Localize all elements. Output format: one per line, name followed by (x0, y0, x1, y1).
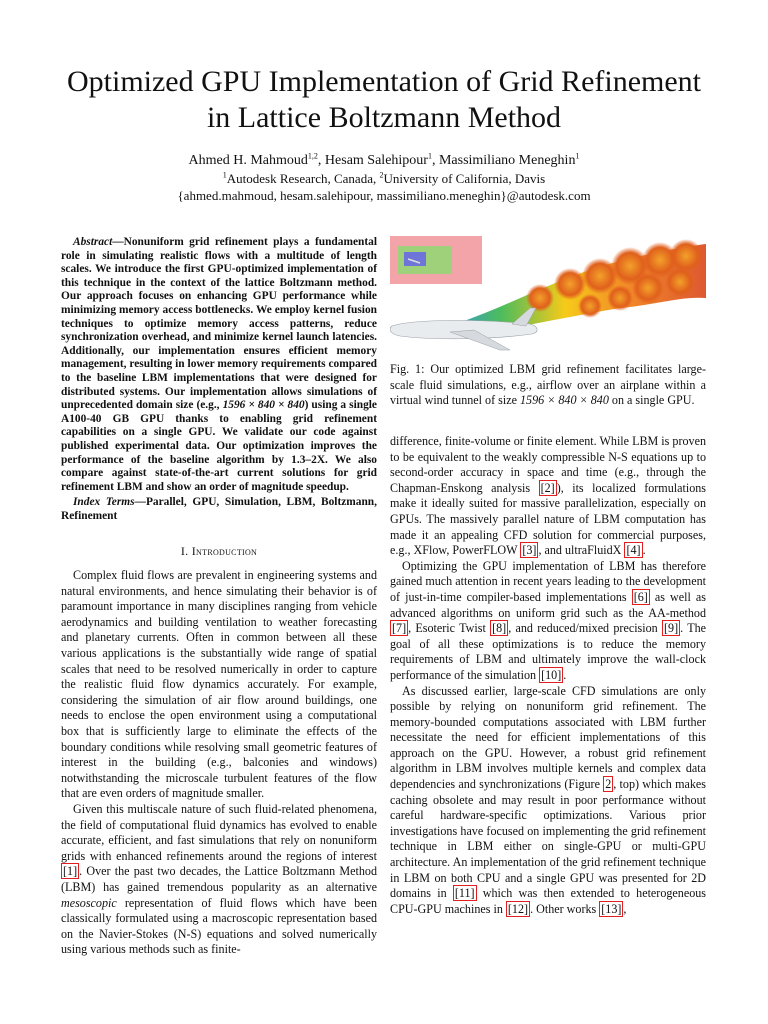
figure-2-link[interactable]: 2 (605, 777, 612, 792)
citation-12[interactable]: [12] (507, 901, 529, 916)
left-column (61, 236, 377, 958)
intro-p2-text-c: representation of fluid flows which have been classically formulated using a macroscopic representation based on the Navier-Stokes (N-S) equations and solved numerically using various methods such as finite- (61, 895, 377, 957)
intro-paragraph-1: Complex fluid flows are prevalent in engineering systems and natural environments, and hence simulating their behavior is of paramount importance in many disciplines ranging from vehicle aerodynamics and building ventilation to weather forecasting and planetary currents. Often in common between all these various applications is the substantially wide range of spatial scales that need to be resolved numerically in order to capture the realistic fluid flow dynamics accurately. For example, considering the simulation of air flow around buildings, one needs to enclose the open environment using a computational box that is sufficiently large to eliminate the effects of the boundary conditions while resolving small geometric features of interest in the building (e.g., balconies and windows) notwithstanding the microscale turbulent features of the flow that are even orders of magnitude smaller. (61, 568, 377, 801)
right-paragraph-3 (390, 684, 706, 918)
affil-1-mark: 1 (222, 170, 227, 180)
intro-paragraph-2 (61, 802, 377, 958)
right-column (390, 434, 706, 917)
abstract-text-2: ) using a single A100-40 GB GPU thanks to enabling grid refinement capabilities on a single GPU. We validate our code against published experimental data. Our optimization improves the performance of the baseline algorithm by 1.3–2X. We also compare against state-of-the-art current solutions for grid refinement LBM and show an order of magnitude speedup. (61, 399, 377, 493)
rp3-text-b: , top) which makes caching obsolete and may result in poor performance without careful hardware-specific optimizations. Various prior investigations have focused on implementing the grid refinement technique in LBM either on single-GPU or multi-GPU architecture. An implementation of the grid refinement technique in LBM on both CPU and a single GPU was presented for 2D domains in (390, 777, 707, 901)
rp1-text-d: . (642, 543, 646, 558)
author-3: Massimiliano Meneghin (438, 153, 576, 168)
affil-2-mark: 2 (379, 170, 384, 180)
author-list: Ahmed H. Mahmoud$^{1,2}$, Hesam Salehipour$^1$, Massimiliano Meneghin$^1$ (188, 151, 580, 168)
caption-domain-size: 1596 × 840 × 840 (519, 393, 609, 408)
author-1-affil: 1,2 (307, 151, 318, 161)
affil-2: University of California, Davis (383, 171, 546, 186)
figure-1-image (390, 236, 706, 354)
rp1-text-b: ), its localized formulations make it ideally suited for massive parallelization, especially on GPUs. The massively parallel nature of LBM computation has made it an appealing CFD solution for commercial purposes, e.g., XFlow, PowerFLOW (390, 480, 707, 558)
rp1-text-c: , and ultraFluidX (538, 543, 625, 558)
citation-2[interactable]: [2] (540, 480, 555, 495)
rp2-text-e: . The goal of all these optimizations is to reduce the memory requirements of LBM and ultimately improve the wall-clock performance of the simulation (390, 621, 706, 682)
title-line-1: Optimized GPU Implementation of Grid Refinement (66, 65, 702, 98)
author-2-affil: 1 (427, 151, 432, 161)
author-2: Hesam Salehipour (324, 153, 428, 168)
rp3-text-e: , (623, 901, 627, 916)
intro-p2-emphasis: mesoscopic (61, 895, 117, 910)
affiliations (0, 170, 768, 188)
section-heading-introduction: I. Introduction (180, 544, 258, 559)
title-line-2: in Lattice Boltzmann Method (206, 101, 562, 134)
caption-text-b: on a single GPU. (608, 393, 695, 408)
index-terms-label: Index Terms (73, 496, 135, 509)
author-3-affil: 1 (575, 151, 580, 161)
intro-p2-text-b: . Over the past two decades, the Lattice Boltzmann Method (LBM) has gained tremendous popularity as an alternative (61, 864, 377, 894)
author-emails: {ahmed.mahmoud, hesam.salehipour, massimiliano.meneghin}@autodesk.com (177, 188, 591, 203)
citation-4[interactable]: [4] (626, 543, 641, 558)
citation-9[interactable]: [9] (664, 621, 679, 636)
abstract-label: Abstract (73, 236, 113, 248)
citation-1[interactable]: [1] (63, 864, 78, 879)
citation-13[interactable]: [13] (601, 901, 622, 916)
rp3-text-c: which was then extended to heterogeneous CPU-GPU machines in (390, 886, 706, 916)
abstract (61, 236, 377, 494)
abstract-text-1: —Nonuniform grid refinement plays a fundamental role in simulating realistic flows with a multitude of length scales. We introduce the first GPU-optimized implementation of this technique in the context of the lattice Boltzmann method. Our approach focuses on enhancing GPU performance while minimizing memory access bottlenecks. We employ kernel fusion techniques to optimize memory access patterns, reduce synchronization overhead, and minimize kernel launch latencies. Additionally, our implementation ensures efficient memory management, resulting in lower memory requirements compared to the baseline LBM implementations that were designed for distributed systems. Our implementation allows simulations of unprecedented domain size (e.g., (61, 236, 377, 412)
rp1-text-a: difference, finite-volume or finite element. While LBM is proven to be equivalent to the weakly compressible N-S equations up to second-order accuracy in space and time (e.g., through the Chapman-Enskong analysis (390, 434, 706, 495)
right-paragraph-1 (390, 434, 706, 559)
citation-3[interactable]: [3] (522, 543, 537, 558)
rp2-text-f: . (563, 667, 567, 682)
citation-8[interactable]: [8] (492, 621, 507, 636)
author-1: Ahmed H. Mahmoud (188, 153, 308, 168)
citation-6[interactable]: [6] (633, 589, 648, 604)
abstract-domain-size: 1596 × 840 × 840 (222, 399, 305, 412)
index-terms (61, 496, 377, 523)
index-terms-text: —Parallel, GPU, Simulation, LBM, Boltzmann, Refinement (61, 496, 377, 522)
figure-1-caption (390, 362, 706, 409)
citation-10[interactable]: [10] (541, 667, 562, 682)
rp2-text-c: , Esoteric Twist (408, 621, 491, 636)
rp3-text-a: As discussed earlier, large-scale CFD simulations are only possible by relying on nonuniform grid refinement. The memory-bounded computations associated with LBM further necessitate the need for efficient implementations of this approach on the GPU. However, a robust grid refinement algorithm in LBM involves multiple kernels and complex data dependencies and synchronizations (Figure (390, 683, 706, 792)
airplane-flow-visualization (390, 236, 706, 354)
affil-1: Autodesk Research, Canada, (226, 171, 380, 186)
citation-11[interactable]: [11] (454, 886, 475, 901)
inset-domain-finest (404, 252, 426, 266)
rp3-text-d: . Other works (530, 901, 600, 916)
rp2-text-a: Optimizing the GPU implementation of LBM has therefore gained much attention in recent years leading to the development of just-in-time compiler-based implementations (390, 558, 706, 604)
citation-7[interactable]: [7] (392, 621, 407, 636)
caption-text-a: Fig. 1: Our optimized LBM grid refinement facilitates large-scale fluid simulations, e.g., airflow over an airplane within a virtual wind tunnel of size (390, 362, 706, 408)
rp2-text-d: , and reduced/mixed precision (508, 621, 662, 636)
right-paragraph-2 (390, 559, 706, 684)
rp2-text-b: as well as advanced algorithms on uniform grid such as the AA-method (390, 589, 706, 620)
intro-p2-text-a: Given this multiscale nature of such fluid-related phenomena, the field of computational fluid dynamics has evolved to enable accurate, efficient, and fast simulations that rely on nonuniform grids with enhanced refinements around the regions of interest (61, 801, 377, 863)
paper-title (0, 64, 768, 136)
